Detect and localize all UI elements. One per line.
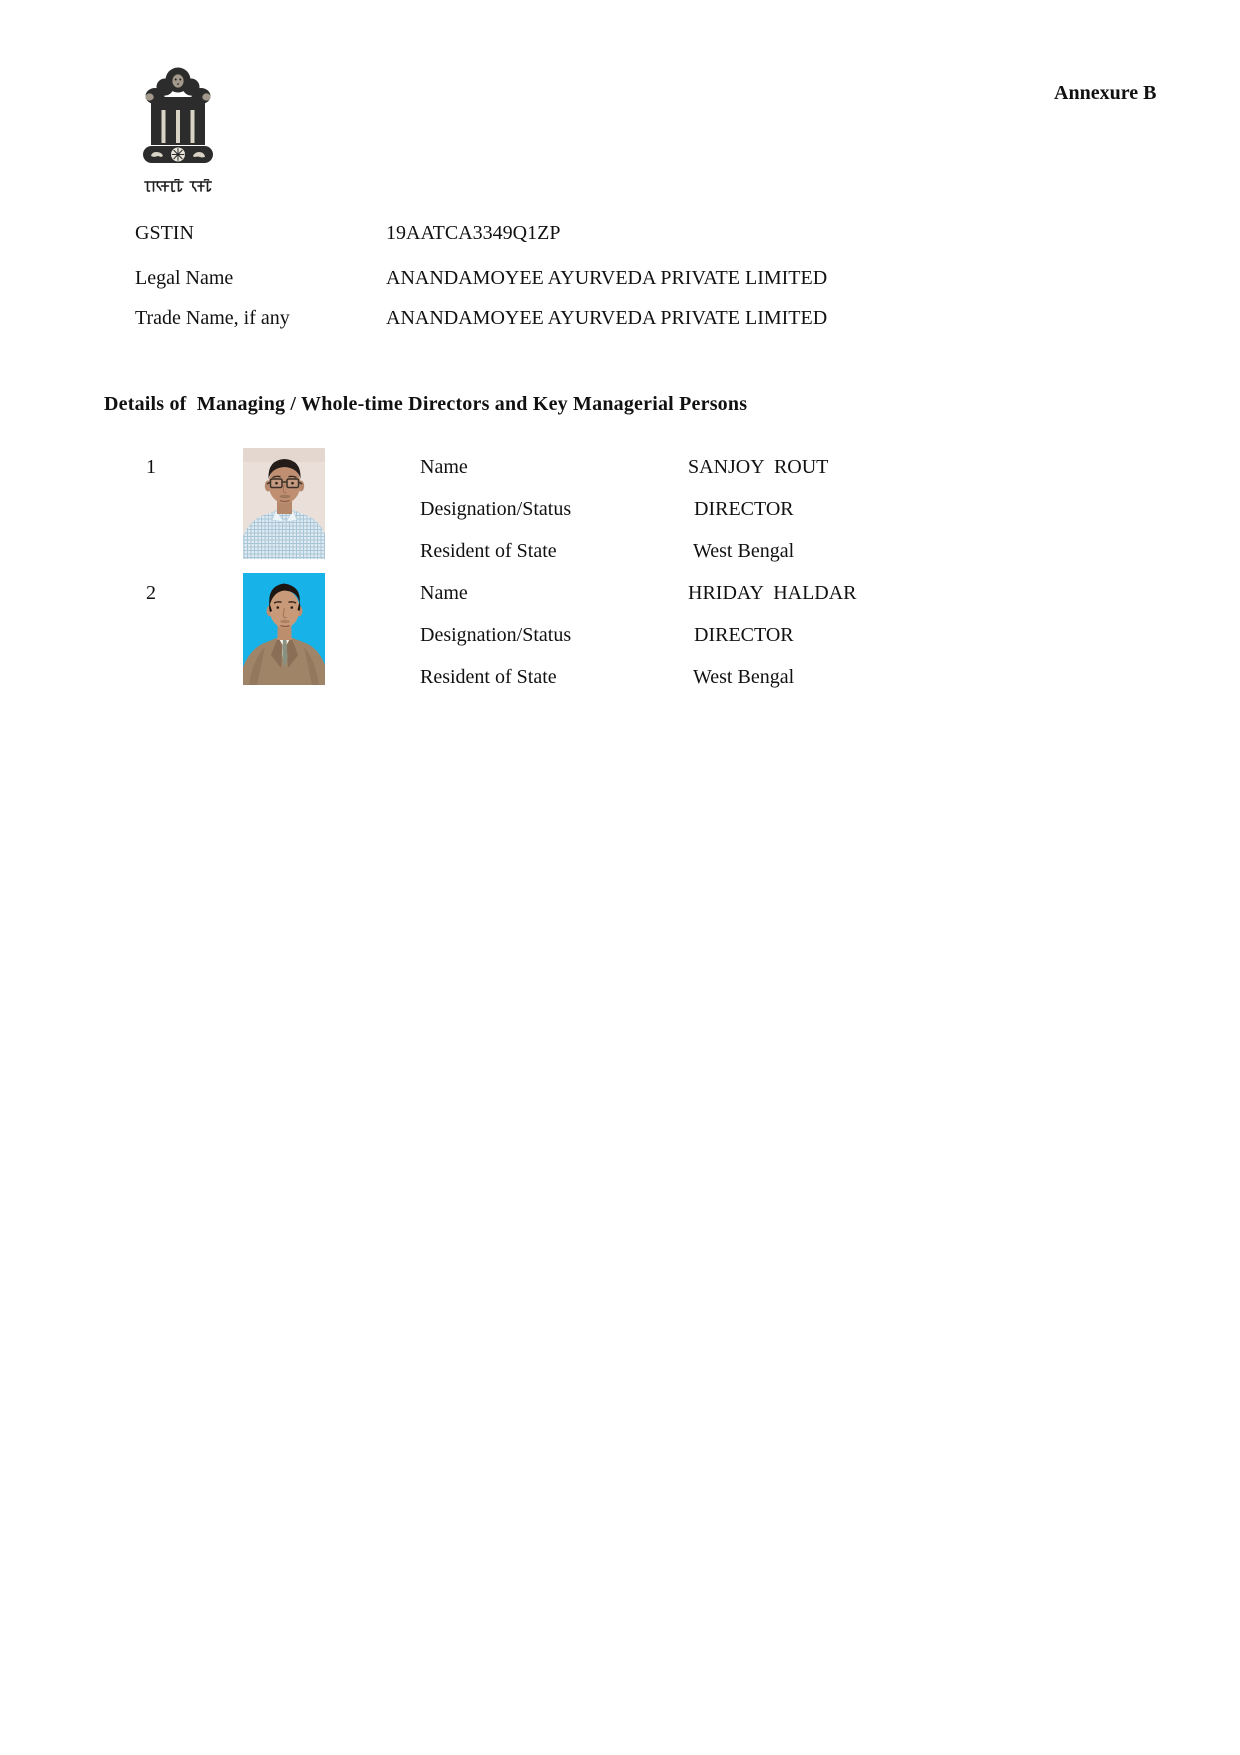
emblem-of-india [142, 64, 214, 195]
director-field-label: Resident of State [420, 540, 557, 562]
director-field-value: DIRECTOR [694, 498, 794, 520]
director-field-value: HRIDAY HALDAR [688, 582, 857, 604]
satyameva-jayate-motto [144, 179, 212, 195]
ashoka-lion-capital-icon [142, 64, 214, 176]
annexure-label: Annexure B [1054, 82, 1157, 104]
field-value-trade-name: ANANDAMOYEE AYURVEDA PRIVATE LIMITED [386, 307, 828, 329]
serial-number: 1 [146, 456, 156, 478]
field-label-trade-name: Trade Name, if any [135, 307, 290, 329]
director-photo-hriday-haldar [243, 573, 325, 685]
director-field-label: Name [420, 582, 468, 604]
serial-number: 2 [146, 582, 156, 604]
field-value-legal-name: ANANDAMOYEE AYURVEDA PRIVATE LIMITED [386, 267, 828, 289]
director-field-value: West Bengal [693, 666, 795, 688]
field-label-gstin: GSTIN [135, 222, 194, 244]
director-photo-sanjoy-rout [243, 448, 325, 559]
director-field-value: SANJOY ROUT [688, 456, 829, 478]
director-field-value: DIRECTOR [694, 624, 794, 646]
director-field-label: Designation/Status [420, 498, 572, 520]
field-label-legal-name: Legal Name [135, 267, 234, 289]
director-field-label: Resident of State [420, 666, 557, 688]
director-field-value: West Bengal [693, 540, 795, 562]
director-field-label: Name [420, 456, 468, 478]
section-heading-directors: Details of Managing / Whole-time Directors and Key Managerial Persons [104, 393, 748, 415]
director-field-label: Designation/Status [420, 624, 572, 646]
field-value-gstin: 19AATCA3349Q1ZP [386, 222, 561, 244]
